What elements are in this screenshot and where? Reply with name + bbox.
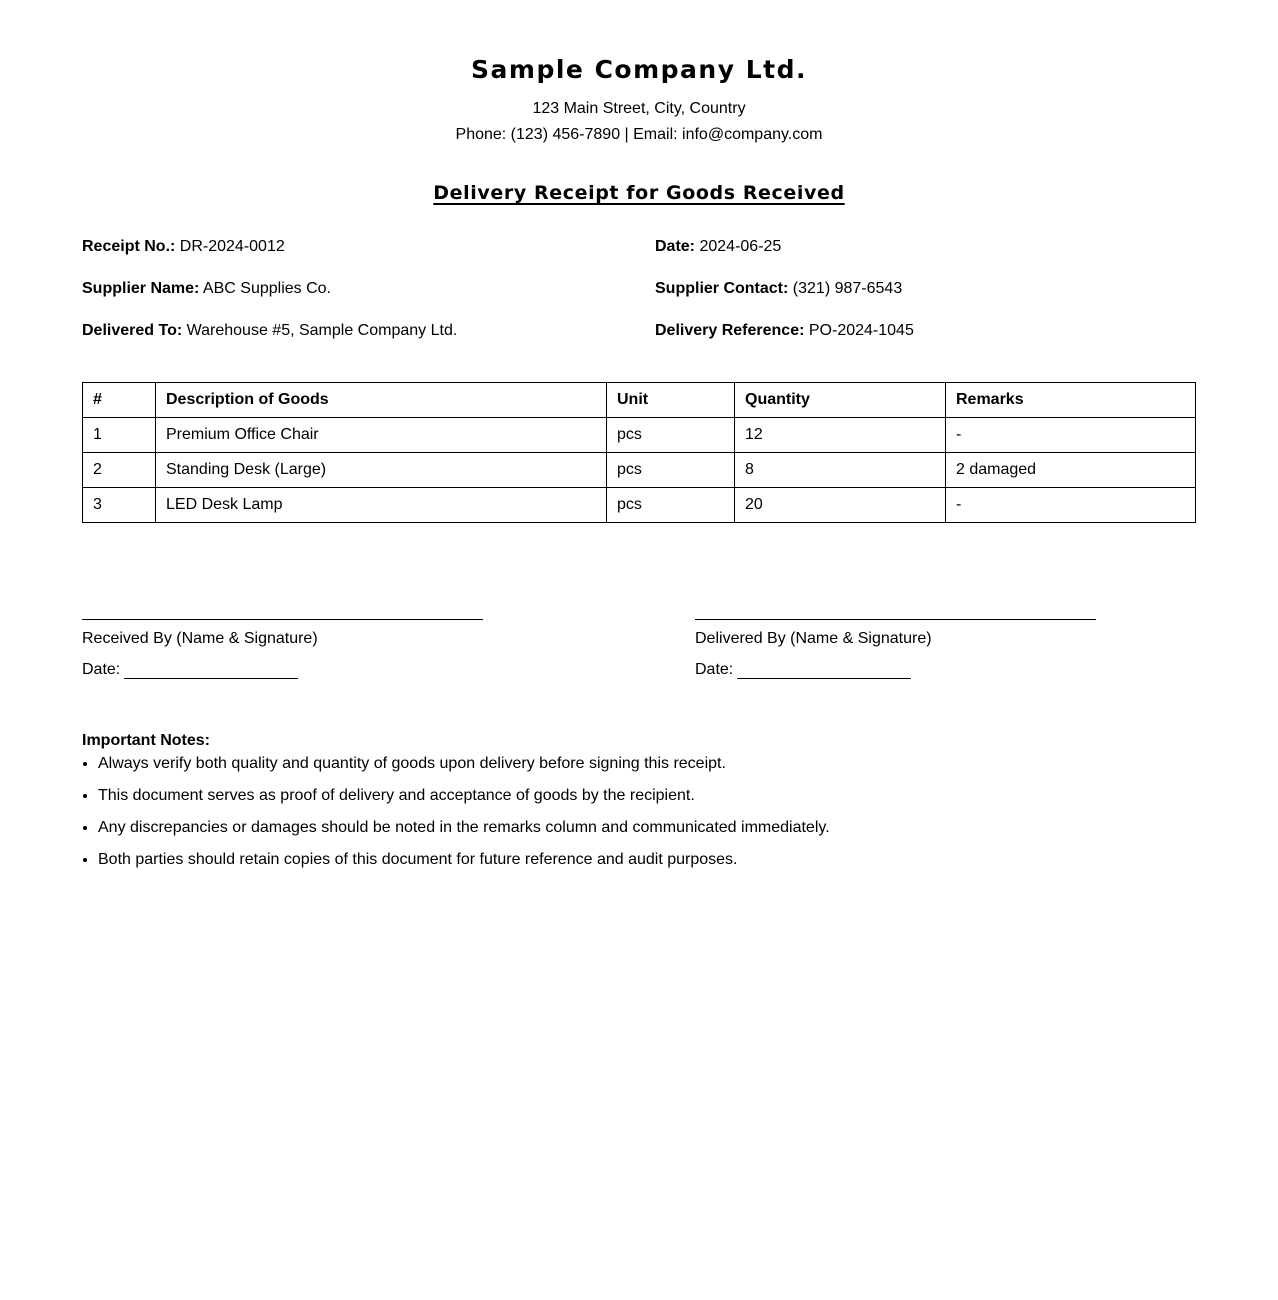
date-field (655, 238, 781, 256)
cell-quantity: 8 (735, 453, 946, 488)
received-by-label: Received By (Name & Signature) (82, 630, 318, 647)
supplier-contact-field (655, 280, 902, 298)
cell-remarks: 2 damaged (946, 453, 1196, 488)
receipt-number-label: Receipt No.: (82, 238, 176, 255)
supplier-name-field (82, 280, 331, 298)
delivered-to-value: Warehouse #5, Sample Company Ltd. (186, 322, 458, 339)
cell-number: 1 (83, 418, 156, 453)
cell-description: LED Desk Lamp (156, 488, 607, 523)
receipt-number-value: DR-2024-0012 (179, 238, 285, 255)
table-row (83, 453, 1196, 488)
delivered-to-label: Delivered To: (82, 322, 183, 339)
date-value: 2024-06-25 (699, 238, 782, 255)
delivery-reference-field (655, 322, 914, 340)
supplier-contact-value: (321) 987-6543 (792, 280, 903, 297)
cell-unit: pcs (607, 453, 735, 488)
received-by-signature-block (82, 619, 484, 679)
received-by-date-line (124, 662, 298, 679)
received-by-date (82, 661, 484, 679)
supplier-name-label: Supplier Name: (82, 280, 200, 297)
delivered-by-date-line (737, 662, 911, 679)
cell-unit: pcs (607, 488, 735, 523)
cell-quantity: 12 (735, 418, 946, 453)
date-label: Date: (655, 238, 696, 255)
list-item: • Any discrepancies or damages should be noted in the remarks column and communicated immediately. (98, 818, 1196, 838)
header-remarks: Remarks (946, 383, 1196, 418)
table-row (83, 418, 1196, 453)
table-header-row (83, 383, 1196, 418)
cell-number: 2 (83, 453, 156, 488)
document-title-text: Delivery Receipt for Goods Received (433, 182, 845, 204)
notes-list (82, 754, 1196, 870)
cell-unit: pcs (607, 418, 735, 453)
delivered-by-signature-block (695, 619, 1097, 679)
company-address: 123 Main Street, City, Country (532, 100, 746, 117)
header-description: Description of Goods (156, 383, 607, 418)
delivered-to-field (82, 322, 457, 340)
document-title (82, 182, 1196, 204)
delivered-by-date (695, 661, 1097, 679)
table-row (83, 488, 1196, 523)
cell-number: 3 (83, 488, 156, 523)
delivery-reference-value: PO-2024-1045 (808, 322, 914, 339)
notes-title: Important Notes: (82, 732, 210, 749)
cell-remarks: - (946, 488, 1196, 523)
list-item: • Always verify both quality and quantity of goods upon delivery before signing this receipt. (98, 754, 1196, 774)
delivered-by-label: Delivered By (Name & Signature) (695, 630, 932, 647)
received-by-signature-line (82, 619, 483, 620)
list-item: • This document serves as proof of delivery and acceptance of goods by the recipient. (98, 786, 1196, 806)
received-by-date-label: Date: (82, 661, 121, 678)
receipt-number-field (82, 238, 285, 256)
list-item: • Both parties should retain copies of this document for future reference and audit purposes. (98, 850, 1196, 870)
delivery-reference-label: Delivery Reference: (655, 322, 805, 339)
cell-remarks: - (946, 418, 1196, 453)
cell-description: Standing Desk (Large) (156, 453, 607, 488)
delivered-by-date-label: Date: (695, 661, 734, 678)
header-quantity: Quantity (735, 383, 946, 418)
supplier-contact-label: Supplier Contact: (655, 280, 789, 297)
delivered-by-signature-line (695, 619, 1096, 620)
supplier-name-value: ABC Supplies Co. (202, 280, 331, 297)
header-unit: Unit (607, 383, 735, 418)
company-contact: Phone: (123) 456-7890 | Email: info@company.com (455, 126, 823, 143)
company-name: Sample Company Ltd. (471, 55, 807, 84)
header-number: # (83, 383, 156, 418)
important-notes (82, 732, 1196, 882)
cell-description: Premium Office Chair (156, 418, 607, 453)
cell-quantity: 20 (735, 488, 946, 523)
goods-table (82, 382, 1196, 523)
